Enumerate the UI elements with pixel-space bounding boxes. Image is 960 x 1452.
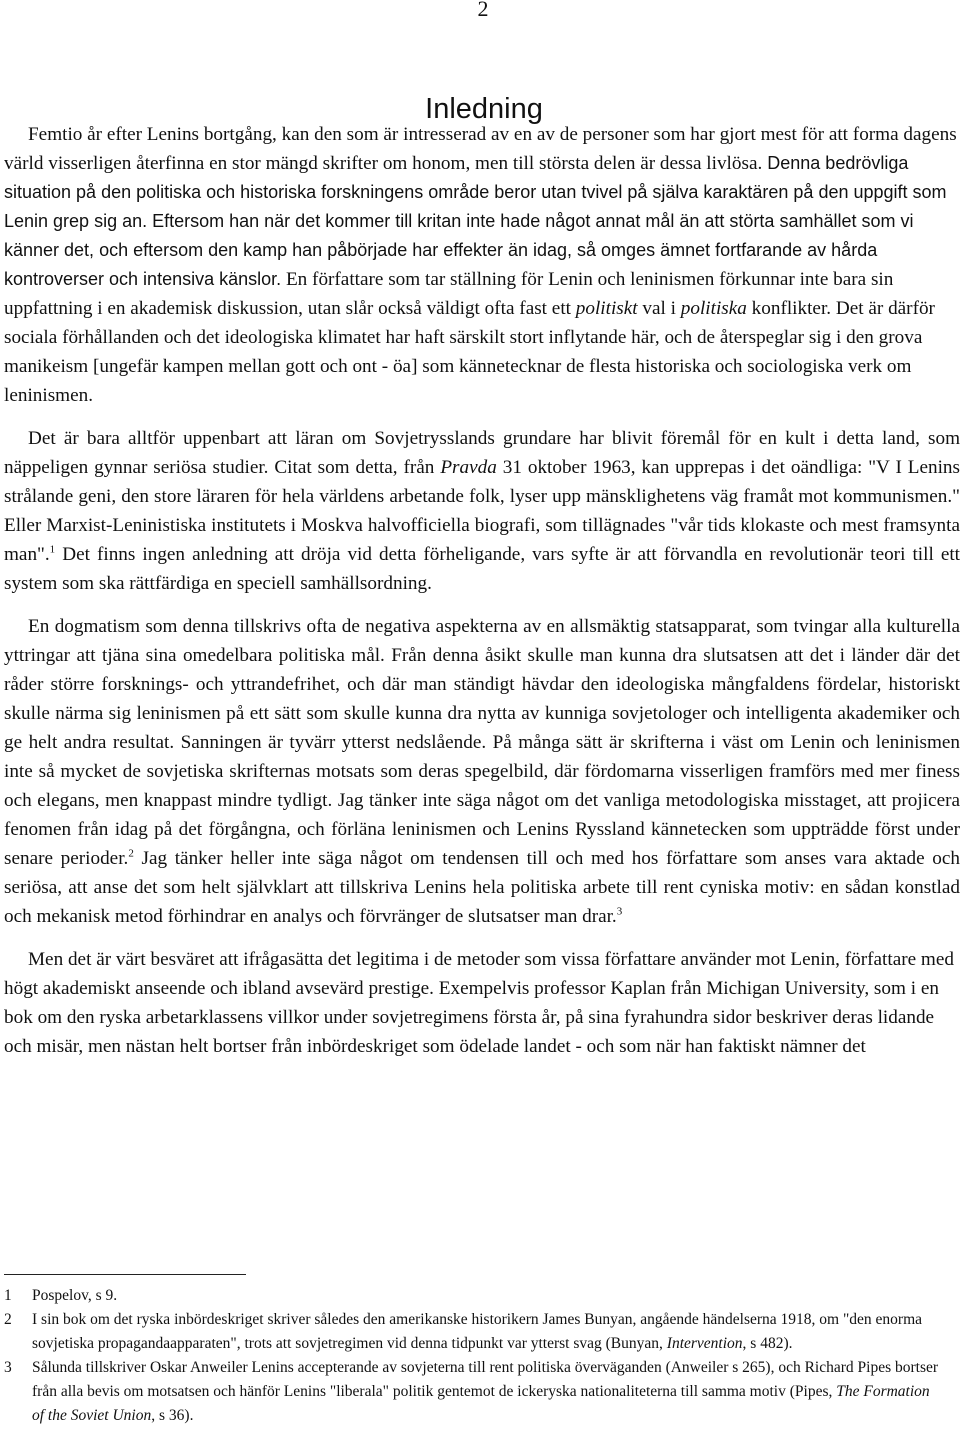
footnote-3-text-a: Sålunda tillskriver Oskar Anweiler Lenins accepterande av sovjeterna till rent politiska överväganden (Anweiler s 265), och Richard Pipes bortser från alla bevis om motsatsen och hänför Lenins "liberala" politik gentemot de ickeryska nationaliteterna till samma motiv (Pipes, xyxy=(32,1359,939,1400)
page-number: 2 xyxy=(477,0,489,21)
paragraph-1 xyxy=(4,120,960,410)
paragraph-2-emphasis-pravda: Pravda xyxy=(440,457,497,478)
paragraph-1-text-f: val i xyxy=(637,298,681,319)
paragraph-3 xyxy=(4,612,960,931)
footnote-3-text-c: , s 36). xyxy=(151,1407,194,1424)
footnote-ref-1[interactable]: 1 xyxy=(49,543,56,556)
footnote-2 xyxy=(4,1308,944,1356)
paragraph-2-text-d: Det finns ingen anledning att dröja vid detta förheligande, vars syfte är att förvandla en revolutionär teori till ett system som ska rättfärdiga en speciell samhällsordning. xyxy=(4,544,960,594)
page-title: Inledning xyxy=(425,93,543,126)
footnote-number-1: 1 xyxy=(4,1287,12,1304)
paragraph-1-text-c: Eftersom han när det kommer till kritan inte hade något annat mål än att störta samhället som vi känner det, och eftersom den kamp han påbörjade har effekter än idag, så omges ämnet fortfarande av hårda kontroverser och intensiva känslor. xyxy=(4,211,914,289)
paragraph-3-text-b: Jag tänker heller inte säga något om tendensen till och med hos författare som anses vara aktade och seriösa, att anse det som helt självklart att tillskriva Lenins hela politiska arbete till rent cyniska motiv: en sådan konstlad och mekanisk metod förhindrar en analys och förvränger de slutsatser man drar. xyxy=(4,848,960,927)
footnote-1 xyxy=(4,1284,944,1308)
footnote-number-3: 3 xyxy=(4,1359,12,1376)
paragraph-1-text-b: Denna bedrövliga situation på den politiska och historiska forskningens område beror utan tvivel på själva karaktären på den uppgift som Lenin grep sig an. xyxy=(4,153,947,231)
paragraph-3-text-a: En dogmatism som denna tillskrivs ofta de negativa aspekterna av en allsmäktig statsapparat, som tvingar alla kulturella yttringar att tjäna sina omedelbara politiska mål. Från denna åsikt skulle man kunna dra slutsatsen att det i länder där det råder större forsknings- och yttrandefrihet, och där man ständigt hävdar den ideologiska mångfaldens fördelar, historiskt skulle närma sig leninismen på ett sätt som skulle kunna dra nytta av kunniga sovjetologer och intelligenta akademiker och ge helt andra resultat. Sanningen är tyvärr ytterst nedslående. På många sätt är skrifterna i väst om Lenin och leninismen inte så mycket de sovjetiska skrifternas motsats som deras spegelbild, där fördomarna visserligen framförs med mer finess och elegans, men knappast mindre tydligt. Jag tänker inte säga något om det vanliga metodologiska misstaget, att projicera fenomen från idag på det förgångna, och förläna leninismen och Lenins Ryssland kännetecken som uppträdde först under senare perioder. xyxy=(4,616,960,869)
footnote-3-emphasis-title: The Formation of the Soviet Union xyxy=(32,1383,930,1424)
body-text xyxy=(4,120,960,1075)
paragraph-2-text-c: 31 oktober 1963, kan upprepas i det oändliga: "V I Lenins strålande geni, den store läraren för hela världens arbetande folk, lyser upp mänsklighetens väg framåt mot kommunismen." Eller Marxist-Leninistiska institutets i Moskva halvofficiella biografi, som tillägnades "vår tids klokaste och mest framsynta man". xyxy=(4,457,960,565)
footnote-1-text: Pospelov, s 9. xyxy=(32,1287,118,1304)
paragraph-1-text-d: En författare som tar ställning för Lenin och leninismen förkunnar inte bara sin uppfattning i en akademisk diskussion, utan slår också väldigt ofta fast ett xyxy=(4,269,894,319)
footnotes xyxy=(4,1284,944,1428)
paragraph-2-text-a: Det är bara alltför uppenbart att läran om Sovjetrysslands grundare har blivit föremål för en kult i detta land, som näppeligen gynnar seriösa studier. Citat som detta, från xyxy=(4,428,960,478)
footnote-3 xyxy=(4,1356,944,1428)
footnote-ref-3[interactable]: 3 xyxy=(616,905,623,918)
paragraph-2 xyxy=(4,424,960,598)
paragraph-1-text-h: konflikter. Det är därför sociala förhållanden och det ideologiska klimatet har haft särskilt stort inflytande här, och de återspeglar sig i den grova manikeism [ungefär kampen mellan gott och ont - öa] som kännetecknar de flesta historiska och sociologiska verk om leninismen. xyxy=(4,298,935,406)
paragraph-4-text-a: Men det är värt besväret att ifrågasätta det legitima i de metoder som vissa författare använder mot Lenin, författare med högt akademiskt anseende och ibland avsevärd prestige. Exempelvis professor Kaplan från Michigan University, som i en bok om den ryska arbetarklassens villkor under sovjetregimens första år, på sina fyrahundra sidor beskriver deras lidande och misär, men nästan helt bortser från inbördeskriget som ödelade landet - och som när han faktiskt nämner det xyxy=(4,949,954,1057)
footnote-2-text-c: , s 482). xyxy=(742,1335,793,1352)
paragraph-1-emphasis-politiska: politiska xyxy=(680,298,747,319)
paragraph-4 xyxy=(4,945,960,1061)
footnote-number-2: 2 xyxy=(4,1311,12,1328)
footnote-2-text-a: I sin bok om det ryska inbördeskriget skriver således den amerikanske historikern James Bunyan, angående händelserna 1918, om "den enorma sovjetiska propagandaapparaten", trots att sovjetregimen vid denna tidpunkt var ytterst svag (Bunyan, xyxy=(32,1311,923,1352)
footnote-divider xyxy=(4,1274,246,1275)
footnote-2-emphasis-title: Intervention xyxy=(666,1335,743,1352)
paragraph-1-text-a: Femtio år efter Lenins bortgång, kan den som är intresserad av en av de personer som har gjort mest för att forma dagens värld visserligen återfinna en stor mängd skrifter om honom, men till största delen är dessa livlösa. xyxy=(4,124,957,174)
paragraph-1-emphasis-politiskt: politiskt xyxy=(575,298,638,319)
footnote-ref-2[interactable]: 2 xyxy=(128,847,134,860)
